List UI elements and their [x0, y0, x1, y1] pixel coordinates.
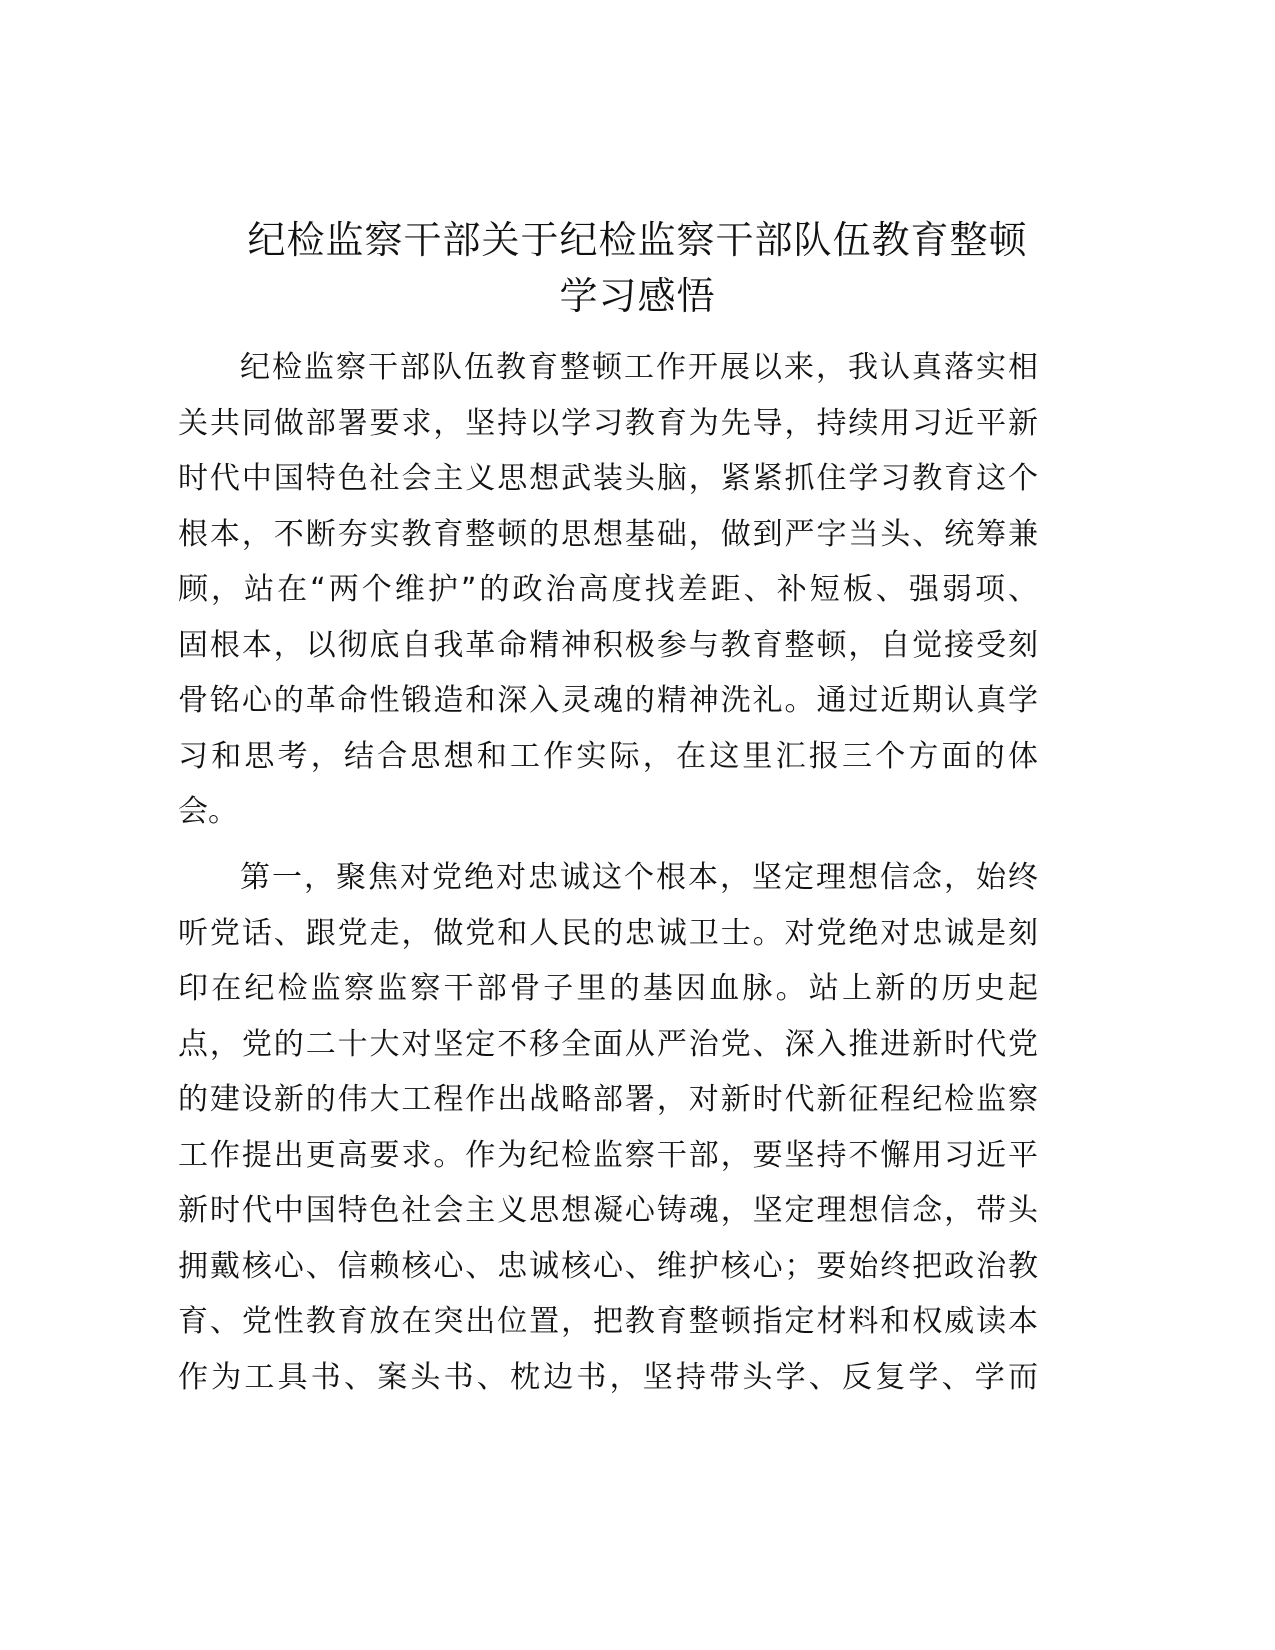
text-line: 听党话、跟党走，做党和人民的忠诚卫士。对党绝对忠诚是刻	[178, 915, 1038, 951]
text-line: 骨铭心的革命性锻造和深入灵魂的精神洗礼。通过近期认真学	[178, 683, 1038, 718]
text-line: 的建设新的伟大工程作出战略部署，对新时代新征程纪检监察	[178, 1082, 1038, 1117]
text-line: 固根本，以彻底自我革命精神积极参与教育整顿，自觉接受刻	[178, 627, 1038, 663]
text-line: 关共同做部署要求，坚持以学习教育为先导，持续用习近平新	[178, 405, 1038, 441]
text-line: 根本，不断夯实教育整顿的思想基础，做到严字当头、统筹兼	[178, 516, 1038, 552]
document-title	[0, 212, 1275, 324]
text-line: 育、党性教育放在突出位置，把教育整顿指定材料和权威读本	[178, 1304, 1038, 1339]
text-line: 作为工具书、案头书、枕边书，坚持带头学、反复学、学而	[178, 1359, 1038, 1395]
text-line: 纪检监察干部队伍教育整顿工作开展以来，我认真落实相	[240, 350, 1038, 385]
text-line: 拥戴核心、信赖核心、忠诚核心、维护核心；要始终把政治教	[178, 1248, 1038, 1284]
text-line: 工作提出更高要求。作为纪检监察干部，要坚持不懈用习近平	[178, 1137, 1038, 1173]
text-line: 点，党的二十大对坚定不移全面从严治党、深入推进新时代党	[178, 1026, 1038, 1062]
paragraph-first-point	[178, 850, 1038, 1405]
text-line: 时代中国特色社会主义思想武装头脑，紧紧抓住学习教育这个	[178, 461, 1038, 496]
text-line: 第一，聚焦对党绝对忠诚这个根本，坚定理想信念，始终	[240, 860, 1038, 895]
text-line: 新时代中国特色社会主义思想凝心铸魂，坚定理想信念，带头	[178, 1193, 1038, 1228]
paragraph-intro	[178, 340, 1038, 840]
title-line: 纪检监察干部关于纪检监察干部队伍教育整顿	[247, 218, 1028, 262]
title-line: 学习感悟	[559, 274, 716, 318]
text-line: 习和思考，结合思想和工作实际，在这里汇报三个方面的体	[178, 738, 1038, 774]
text-line: 顾，站在“两个维护”的政治高度找差距、补短板、强弱项、	[178, 572, 1038, 607]
text-line: 会。	[178, 794, 238, 829]
text-line: 印在纪检监察监察干部骨子里的基因血脉。站上新的历史起	[178, 971, 1038, 1006]
